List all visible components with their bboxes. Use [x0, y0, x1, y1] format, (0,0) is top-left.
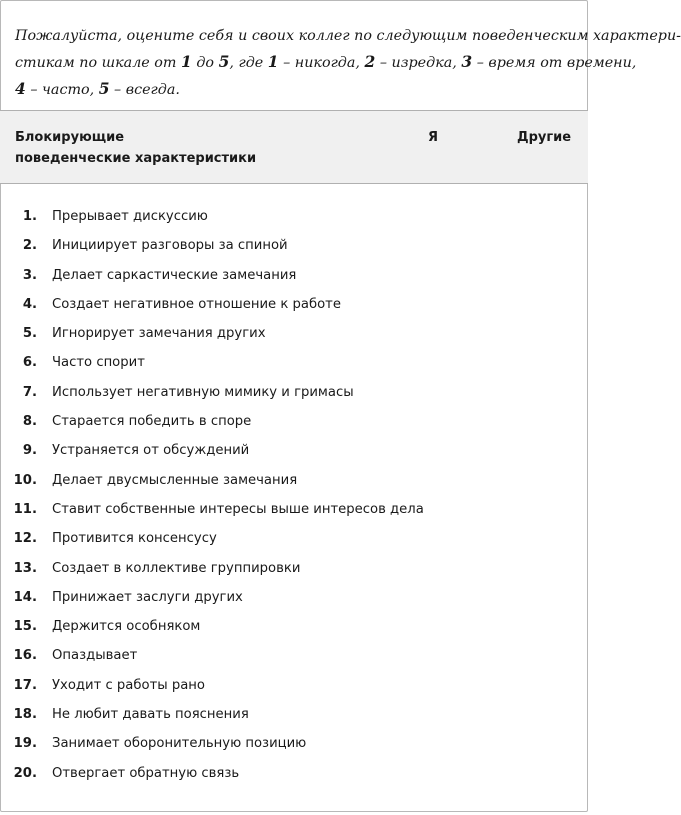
instructions-fragment: – часто, — [25, 82, 99, 98]
item-text: Использует негативную мимику и гримасы — [52, 384, 354, 400]
instructions-line — [15, 49, 637, 76]
item-number: 14. — [13, 589, 37, 605]
scale-number: 5 — [98, 79, 110, 98]
item-number: 1. — [22, 209, 37, 224]
scale-number: 3 — [461, 52, 473, 71]
instructions-line — [15, 76, 580, 103]
scale-number: 2 — [364, 52, 376, 71]
column-title-me: Я — [428, 130, 439, 145]
list-item — [0, 351, 588, 380]
column-title-line-2: поведенческие характеристики — [15, 151, 257, 166]
list-item — [0, 557, 588, 586]
scale-number: 5 — [218, 52, 230, 71]
instructions-fragment: – время от времени, — [472, 55, 637, 71]
item-number: 3. — [22, 267, 37, 283]
instructions-fragment: – никогда, — [278, 55, 365, 71]
item-text: Уходит с работы рано — [52, 677, 205, 693]
column-title-characteristics — [15, 127, 256, 169]
item-number: 19. — [13, 736, 37, 752]
list-item — [0, 410, 588, 439]
item-number: 17. — [13, 677, 37, 693]
item-text: Не любит давать пояснения — [52, 707, 249, 723]
table-header — [0, 110, 588, 184]
list-item — [0, 322, 588, 351]
scale-number: 1 — [181, 52, 192, 71]
item-number: 9. — [22, 443, 37, 459]
item-text: Устраняется от обсуждений — [52, 443, 250, 459]
list-item — [0, 527, 588, 556]
item-text: Инициирует разговоры за спиной — [52, 238, 288, 254]
item-number: 5. — [22, 326, 37, 342]
instructions-fragment: стикам по шкале от — [15, 55, 182, 71]
item-number: 2. — [22, 238, 37, 254]
item-text: Опаздывает — [52, 648, 138, 664]
list-item — [0, 615, 588, 644]
list-item — [0, 234, 588, 263]
item-number: 7. — [22, 384, 37, 400]
list-item — [0, 205, 588, 234]
item-text: Ставит собственные интересы выше интересов дела — [52, 501, 424, 517]
instructions-fragment: – всегда. — [109, 82, 180, 98]
instructions-fragment: Пожалуйста, оцените себя и своих коллег по следующим поведенческим характери- — [15, 28, 681, 44]
item-text: Создает негативное отношение к работе — [52, 296, 341, 312]
item-number: 11. — [13, 501, 37, 517]
instructions-text — [15, 24, 681, 103]
item-number: 15. — [13, 619, 37, 635]
scale-number: 4 — [15, 79, 26, 98]
list-item — [0, 498, 588, 527]
list-item — [0, 381, 588, 410]
item-text: Противится консенсусу — [52, 531, 217, 547]
scale-number: 1 — [267, 52, 279, 71]
item-number: 6. — [22, 355, 37, 371]
item-number: 13. — [13, 560, 37, 576]
item-text: Прерывает дискуссию — [52, 209, 208, 224]
column-title-line-1: Блокирующие — [15, 130, 125, 145]
item-number: 12. — [13, 531, 37, 547]
list-item — [0, 732, 588, 761]
instructions-line — [15, 24, 681, 49]
item-text: Делает саркастические замечания — [52, 267, 297, 283]
instructions-fragment: до — [191, 55, 219, 71]
list-item — [0, 762, 588, 791]
item-number: 18. — [13, 707, 37, 723]
list-item — [0, 586, 588, 615]
item-number: 20. — [13, 765, 37, 781]
item-text: Занимает оборонительную позицию — [52, 736, 307, 752]
list-item — [0, 439, 588, 468]
item-number: 4. — [22, 296, 37, 312]
list-item — [0, 703, 588, 732]
item-text: Старается победить в споре — [52, 414, 252, 430]
list-item — [0, 293, 588, 322]
list-item — [0, 469, 588, 498]
item-number: 16. — [13, 648, 37, 664]
item-text: Игнорирует замечания других — [52, 326, 266, 342]
item-number: 8. — [22, 414, 37, 430]
list-item — [0, 264, 588, 293]
item-text: Делает двусмысленные замечания — [52, 472, 298, 488]
item-text: Держится особняком — [52, 619, 201, 635]
instructions-fragment: , где — [229, 55, 268, 71]
item-text: Принижает заслуги других — [52, 589, 243, 605]
column-title-others: Другие — [517, 130, 572, 145]
item-text: Создает в коллективе группировки — [52, 560, 301, 576]
item-text: Часто спорит — [52, 355, 145, 371]
item-text: Отвергает обратную связь — [52, 765, 240, 781]
instructions-fragment: – изредка, — [375, 55, 462, 71]
characteristics-list — [0, 205, 588, 791]
list-item — [0, 644, 588, 673]
item-number: 10. — [13, 472, 37, 488]
list-item — [0, 674, 588, 703]
